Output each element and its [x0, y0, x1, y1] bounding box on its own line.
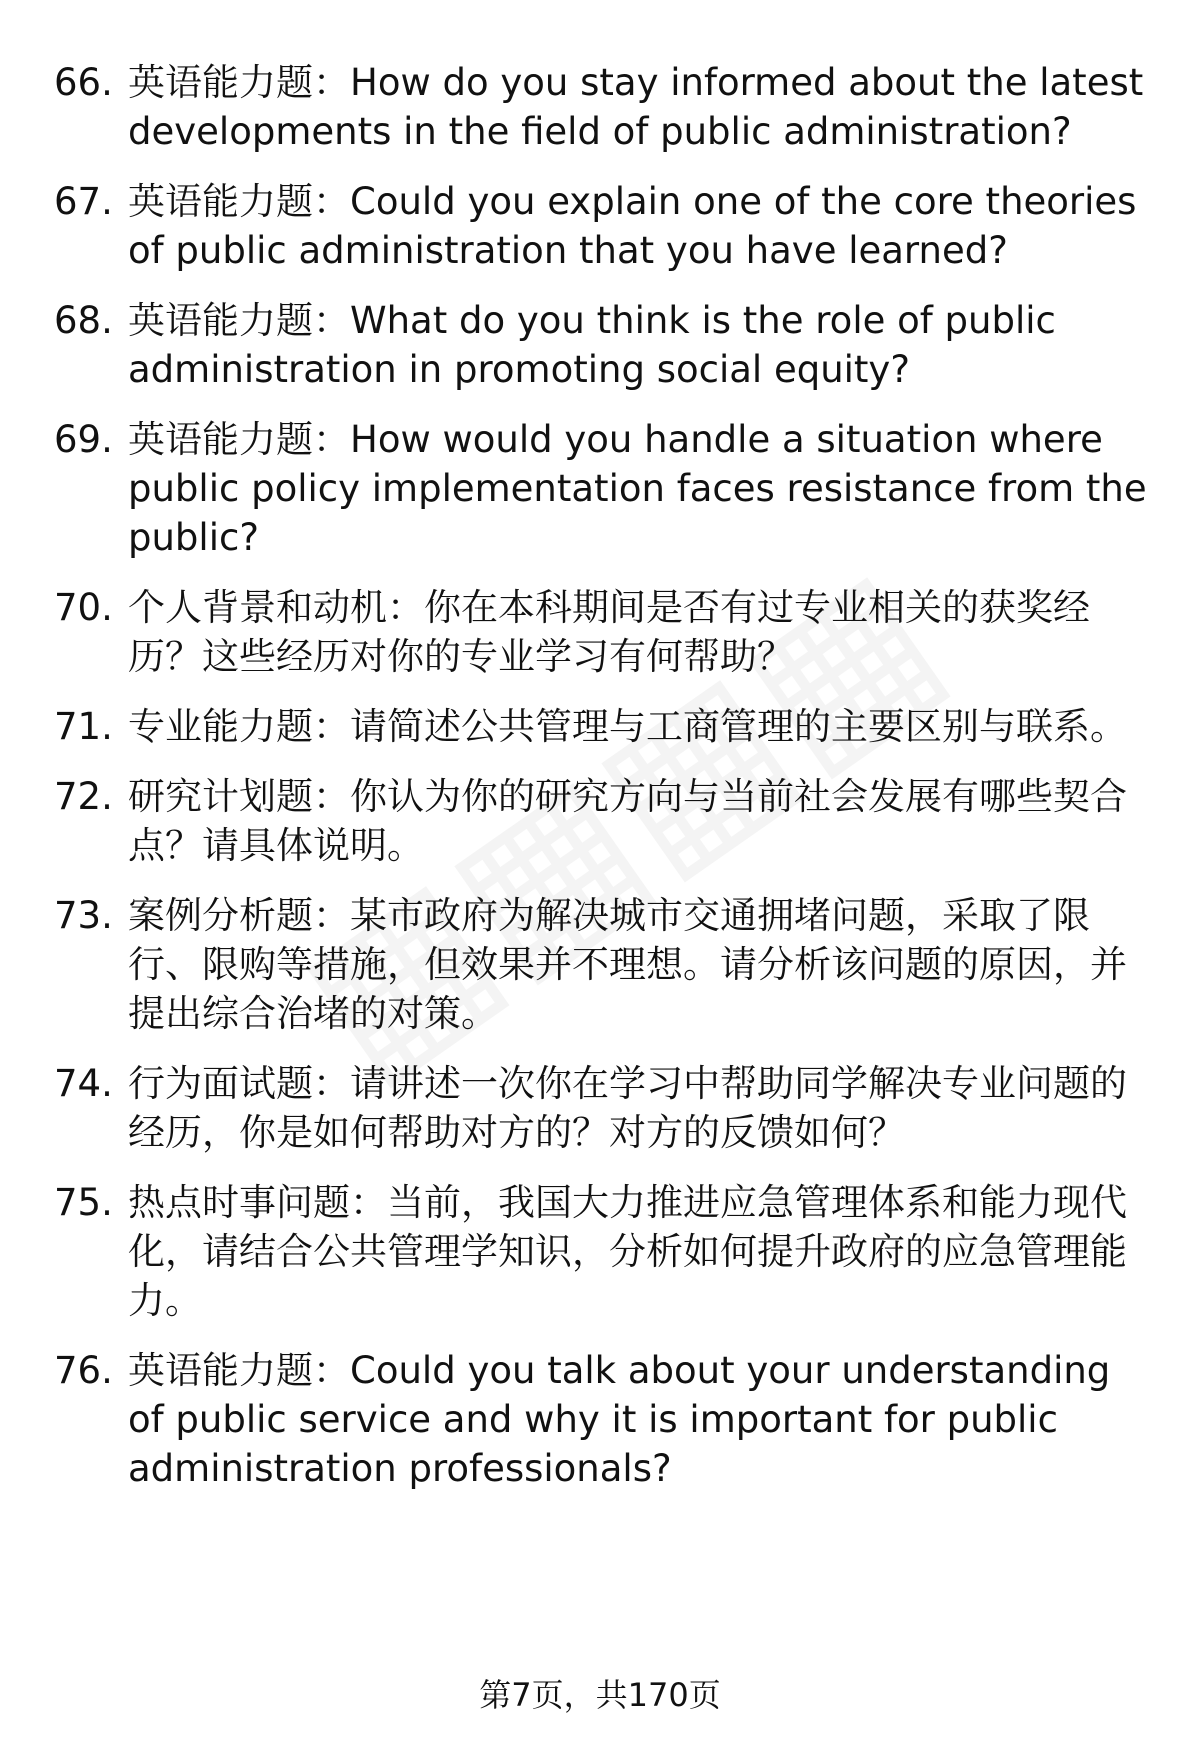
question-list — [54, 58, 1154, 1514]
question-number: 69. — [54, 418, 113, 461]
question-text: 英语能力题：How would you handle a situation where public policy implementation faces resistance from the public? — [128, 418, 1147, 559]
question-number: 67. — [54, 180, 113, 223]
question-item-68 — [54, 296, 1154, 394]
question-number: 74. — [54, 1062, 113, 1105]
question-text: 英语能力题：What do you think is the role of public administration in promoting social equity? — [128, 299, 1056, 391]
question-item-66 — [54, 58, 1154, 156]
question-item-76 — [54, 1346, 1154, 1493]
question-item-71 — [54, 702, 1154, 751]
question-number: 75. — [54, 1181, 113, 1224]
question-item-75 — [54, 1178, 1154, 1325]
question-text: 英语能力题：Could you explain one of the core theories of public administration that you have learned? — [128, 180, 1137, 272]
question-item-72 — [54, 772, 1154, 870]
question-number: 66. — [54, 61, 113, 104]
question-item-67 — [54, 177, 1154, 275]
question-item-69 — [54, 415, 1154, 562]
question-number: 73. — [54, 894, 113, 937]
question-text: 案例分析题：某市政府为解决城市交通拥堵问题，采取了限行、限购等措施，但效果并不理想。请分析该问题的原因，并提出综合治堵的对策。 — [128, 894, 1127, 1035]
question-text: 英语能力题：Could you talk about your understanding of public service and why it is important for public administration professionals? — [128, 1349, 1111, 1490]
question-text: 英语能力题：How do you stay informed about the latest developments in the field of public administration? — [128, 61, 1144, 153]
question-text: 个人背景和动机：你在本科期间是否有过专业相关的获奖经历？这些经历对你的专业学习有何帮助？ — [128, 586, 1090, 678]
question-text: 热点时事问题：当前，我国大力推进应急管理体系和能力现代化，请结合公共管理学知识，分析如何提升政府的应急管理能力。 — [128, 1181, 1127, 1322]
question-text: 行为面试题：请讲述一次你在学习中帮助同学解决专业问题的经历，你是如何帮助对方的？对方的反馈如何？ — [128, 1062, 1127, 1154]
question-text: 专业能力题：请简述公共管理与工商管理的主要区别与联系。 — [128, 705, 1127, 748]
question-number: 71. — [54, 705, 113, 748]
question-item-73 — [54, 891, 1154, 1038]
question-item-70 — [54, 583, 1154, 681]
question-number: 70. — [54, 586, 113, 629]
question-text: 研究计划题：你认为你的研究方向与当前社会发展有哪些契合点？请具体说明。 — [128, 775, 1127, 867]
question-number: 72. — [54, 775, 113, 818]
question-number: 76. — [54, 1349, 113, 1392]
question-item-74 — [54, 1059, 1154, 1157]
page-footer: 第7页，共170页 — [479, 1676, 721, 1714]
question-number: 68. — [54, 299, 113, 342]
